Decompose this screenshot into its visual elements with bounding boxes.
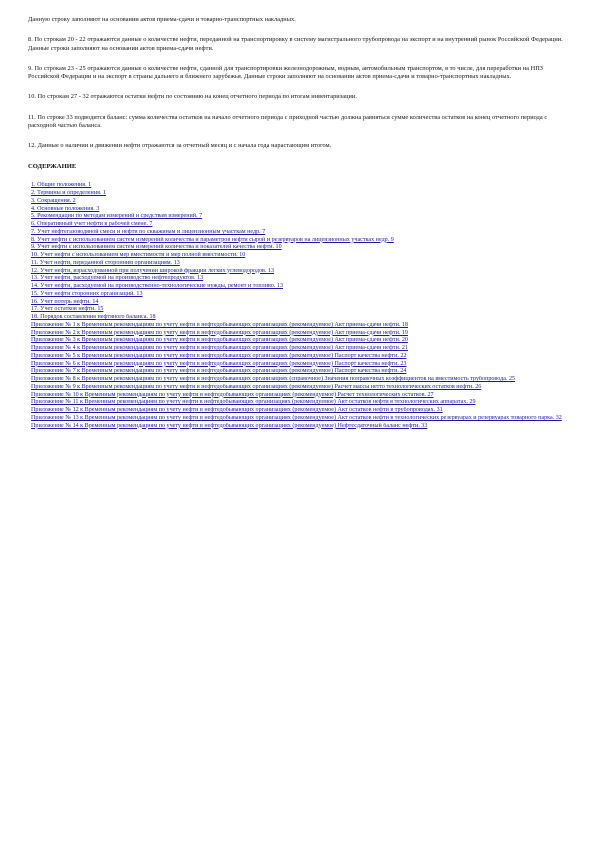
toc-link[interactable]: 6. Оперативный учет нефти в рабочей смене. 7 [31,221,153,228]
toc-entry [31,237,567,245]
toc-link[interactable]: 17. Учет остатков нефти. 15 [31,306,104,313]
toc-entry [31,353,567,361]
toc-link[interactable]: 11. Учет нефти, переданной сторонним организациям. 13 [31,259,180,266]
toc-entry [31,221,567,229]
toc-link[interactable]: Приложение № 9 к Временным рекомендациям по учету нефти в нефтедобывающих организациях (рекомендуемое) Расчет массы нетто технологических остатков нефти. 26 [31,383,482,390]
toc-entry [31,345,567,353]
toc-link[interactable]: 9. Учет нефти с использованием систем измерений количества и показателей качества нефти. 10 [31,244,282,251]
toc-heading: СОДЕРЖАНИЕ [28,163,77,171]
toc-entry [31,252,567,260]
toc-link[interactable]: 8. Учет нефти с использованием систем измерений количества и параметров нефти сырой и резервуаров на лицензионных участках недр. 9 [31,236,394,243]
toc-entry [31,407,567,415]
toc-link[interactable]: Приложение № 8 к Временным рекомендациям по учету нефти в нефтедобывающих организациях (справочное) Значения поправочных коэффициентов на вместимость трубопровода. 25 [31,376,516,383]
toc-link[interactable]: Приложение № 10 к Временным рекомендациям по учету нефти в нефтедобывающих организациях (рекомендуемое) Расчет технологических остатков. 27 [31,391,434,398]
toc-entry [31,182,567,190]
toc-link[interactable]: 13. Учет нефти, расходуемой на производство нефтепродуктов. 13 [31,275,204,282]
toc-link[interactable]: Приложение № 5 к Временным рекомендациям по учету нефти в нефтедобывающих организациях (рекомендуемое) Паспорт качества нефти. 22 [31,352,407,359]
toc-entry [31,268,567,276]
toc-link[interactable]: 14. Учет нефти, расходуемой на производственно-технологические нужды, ремонт и топливо. 13 [31,283,283,290]
toc-entry [31,244,567,252]
toc-entry [31,229,567,237]
toc-link[interactable]: Приложение № 2 к Временным рекомендациям по учету нефти в нефтедобывающих организациях (рекомендуемое) Акт приема-сдачи нефти. 19 [31,329,408,336]
toc-link[interactable]: 7. Учет нефтегазоводяной смеси и нефти по скважинам и лицензионным участкам недр. 7 [31,228,266,235]
toc-link[interactable]: Приложение № 13 к Временным рекомендациям по учету нефти в нефтедобывающих организациях (рекомендуемое) Акт остатков нефти в технологических резервуарах и резервуарах товарного парка. 32 [31,414,562,421]
toc-entry [31,322,567,330]
clause-11-paragraph: 11. По строке 33 подводится баланс: сумма количества остатков на начало отчетного периода с приходной частью должна равняться сумме количества остатков на конец отчетного периода с расходной частью баланса. [28,113,548,130]
toc-link[interactable]: Приложение № 12 к Временным рекомендациям по учету нефти в нефтедобывающих организациях (рекомендуемое) Акт остатков нефти в трубопроводах. 31 [31,407,443,414]
toc-link[interactable]: 15. Учет нефти сторонних организаций. 13 [31,290,143,297]
toc-entry [31,384,567,392]
toc-entry [31,399,567,407]
toc-link[interactable]: 3. Сокращения. 2 [31,197,76,204]
toc-entry [31,283,567,291]
toc-entry [31,314,567,322]
toc-entry [31,376,567,384]
toc-link[interactable]: Приложение № 11 к Временным рекомендациям по учету нефти в нефтедобывающих организациях (рекомендуемое) Акт остатков нефти в технологических аппаратах. 29 [31,399,476,406]
toc-entry [31,361,567,369]
toc-link[interactable]: Приложение № 7 к Временным рекомендациям по учету нефти в нефтедобывающих организациях (рекомендуемое) Паспорт качества нефти. 24 [31,368,407,375]
intro-paragraph: Данную строку заполняют на основании актов приема-сдачи и товарно-транспортных накладных. [28,16,296,23]
toc-entry [31,275,567,283]
clause-9-paragraph: 9. По строкам 23 - 25 отражаются данные о количестве нефти, сданной для транспортировки железнодорожным, водным, автомобильным транспортом, в то числе, для переработки на НПЗ Российской Федерации и на экспорт в страны дальнего и ближнего зарубежья. Данные строки заполняют на основании актов приема-сдачи и товарно-транспортных накладных. [28,64,543,81]
toc-entry [31,291,567,299]
toc-entry [31,423,567,431]
toc-entry [31,299,567,307]
toc-entry [31,190,567,198]
toc-link[interactable]: Приложение № 1 к Временным рекомендациям по учету нефти в нефтедобывающих организациях (рекомендуемое) Акт приема-сдачи нефти. 18 [31,321,408,328]
toc-entry [31,206,567,214]
toc-link[interactable]: 10. Учет нефти с использованием мер вместимости и мер полной вместимости. 10 [31,252,246,259]
toc-entry [31,392,567,400]
toc-link[interactable]: 12. Учет нефти, израсходованной при получении широкой фракции легких углеводородов. 13 [31,267,275,274]
toc-entry [31,337,567,345]
toc-entry [31,198,567,206]
toc-link[interactable]: Приложение № 6 к Временным рекомендациям по учету нефти в нефтедобывающих организациях (рекомендуемое) Паспорт качества нефти. 23 [31,360,407,367]
clause-10-paragraph: 10. По строкам 27 - 32 отражаются остатки нефти по состоянию на конец отчетного периода по итогам инвентаризации. [28,93,357,101]
toc-entry [31,306,567,314]
toc-link[interactable]: Приложение № 4 к Временным рекомендациям по учету нефти в нефтедобывающих организациях (рекомендуемое) Акт приема-сдачи нефти. 21 [31,345,408,352]
toc-entry [31,368,567,376]
toc-link[interactable]: 18. Порядок составления нефтяного баланса. 18 [31,314,156,321]
toc-link[interactable]: 2. Термины и определения. 1 [31,190,106,197]
clause-8-paragraph: 8. По строкам 20 - 22 отражаются данные о количестве нефти, переданной на транспортировку в систему магистрального трубопровода на экспорт и на внутренний рынок Российской Федерации. Данные строки заполняют на основании актов приема-сдачи нефти. [28,36,563,52]
toc-link[interactable]: 1. Общие положения. 1 [31,182,92,189]
toc-entry [31,415,567,423]
toc-link[interactable]: Приложение № 14 к Временным рекомендациям по учету нефти в нефтедобывающих организациях (рекомендуемое) Нефтесдаточный баланс нефти. 33 [31,422,428,429]
toc-link[interactable]: 16. Учет потерь нефти. 14 [31,298,99,305]
toc-entry [31,260,567,268]
toc-entry [31,213,567,221]
toc-link[interactable]: Приложение № 3 к Временным рекомендациям по учету нефти в нефтедобывающих организациях (рекомендуемое) Акт приема-сдачи нефти. 20 [31,337,408,344]
clause-12-paragraph: 12. Данные о наличии и движении нефти отражаются за отчетный месяц и с начала года нарастающим итогом. [28,142,332,150]
toc-link[interactable]: 4. Основные положения. 3 [31,205,100,212]
toc-link[interactable]: 5. Рекомендации по методам измерений и средствам измерений. 7 [31,213,203,220]
toc-entry [31,330,567,338]
table-of-contents [28,182,567,430]
